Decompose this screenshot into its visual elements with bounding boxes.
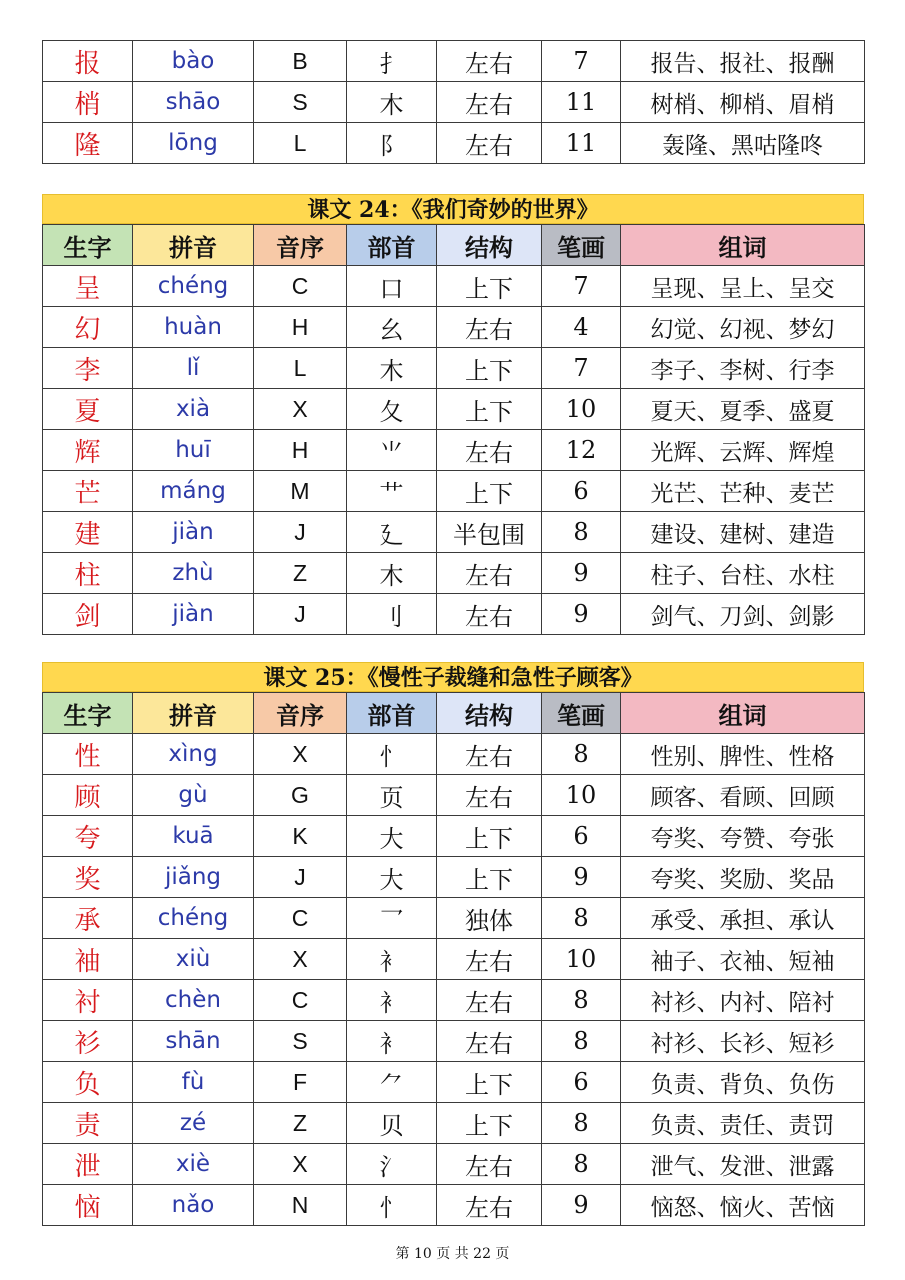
table-row	[43, 1062, 865, 1103]
cell-words: 顾客、看顾、回顾	[621, 775, 865, 816]
cell-radical: 幺	[347, 307, 437, 348]
header-yinxu: 音序	[254, 225, 347, 266]
cell-stroke-count: 6	[542, 1062, 621, 1103]
cell-radical: 衤	[347, 939, 437, 980]
cell-radical: ⺈	[347, 1062, 437, 1103]
table-row	[43, 857, 865, 898]
cell-character: 责	[43, 1103, 133, 1144]
cell-stroke-count: 10	[542, 939, 621, 980]
header-bushou: 部首	[347, 693, 437, 734]
table-body-lesson-24	[43, 266, 865, 635]
lesson-25-title: 课文 25：《慢性子裁缝和急性子顾客》	[42, 662, 864, 692]
cell-character: 奖	[43, 857, 133, 898]
lesson-25-section	[42, 662, 864, 1226]
cell-radical: 大	[347, 816, 437, 857]
cell-stroke-count: 10	[542, 775, 621, 816]
cell-pinyin: chéng	[133, 898, 254, 939]
table-row	[43, 553, 865, 594]
cell-initial-letter: L	[254, 348, 347, 389]
cell-radical: 刂	[347, 594, 437, 635]
table-row	[43, 816, 865, 857]
cell-stroke-count: 10	[542, 389, 621, 430]
header-row	[43, 225, 865, 266]
header-row	[43, 693, 865, 734]
table-row	[43, 980, 865, 1021]
cell-character: 衫	[43, 1021, 133, 1062]
table-row	[43, 1144, 865, 1185]
header-jiegou: 结构	[437, 225, 542, 266]
cell-radical: 阝	[347, 123, 437, 164]
page-footer: 第 10 页 共 22 页	[395, 1246, 510, 1262]
cell-radical: 忄	[347, 1185, 437, 1226]
cell-character: 梢	[43, 82, 133, 123]
lesson-24-section	[42, 194, 864, 635]
cell-character: 恼	[43, 1185, 133, 1226]
table-row	[43, 1103, 865, 1144]
cell-radical: 廴	[347, 512, 437, 553]
cell-pinyin: jiǎng	[133, 857, 254, 898]
cell-radical: ⺌	[347, 430, 437, 471]
cell-pinyin: lōng	[133, 123, 254, 164]
cell-structure: 上下	[437, 1103, 542, 1144]
cell-character: 负	[43, 1062, 133, 1103]
cell-structure: 左右	[437, 775, 542, 816]
cell-pinyin: bào	[133, 41, 254, 82]
cell-character: 泄	[43, 1144, 133, 1185]
header-shengzi: 生字	[43, 693, 133, 734]
cell-radical: 艹	[347, 471, 437, 512]
cell-radical: 页	[347, 775, 437, 816]
cell-pinyin: shān	[133, 1021, 254, 1062]
table-row	[43, 389, 865, 430]
table-row	[43, 775, 865, 816]
table-top-continuation	[42, 40, 864, 164]
cell-words: 性别、脾性、性格	[621, 734, 865, 775]
cell-pinyin: kuā	[133, 816, 254, 857]
cell-pinyin: xià	[133, 389, 254, 430]
cell-structure: 左右	[437, 1144, 542, 1185]
cell-words: 夏天、夏季、盛夏	[621, 389, 865, 430]
cell-radical: 大	[347, 857, 437, 898]
cell-initial-letter: S	[254, 82, 347, 123]
cell-initial-letter: J	[254, 594, 347, 635]
cell-character: 袖	[43, 939, 133, 980]
cell-stroke-count: 12	[542, 430, 621, 471]
cell-pinyin: jiàn	[133, 512, 254, 553]
table-row	[43, 734, 865, 775]
cell-character: 承	[43, 898, 133, 939]
table-row	[43, 594, 865, 635]
cell-structure: 左右	[437, 553, 542, 594]
cell-initial-letter: Z	[254, 1103, 347, 1144]
table-row	[43, 430, 865, 471]
cell-character: 夏	[43, 389, 133, 430]
table-body-lesson-25	[43, 734, 865, 1226]
cell-initial-letter: M	[254, 471, 347, 512]
header-bihua: 笔画	[542, 693, 621, 734]
table-body-top	[43, 41, 865, 164]
cell-pinyin: nǎo	[133, 1185, 254, 1226]
cell-radical: 衤	[347, 1021, 437, 1062]
cell-character: 隆	[43, 123, 133, 164]
cell-character: 衬	[43, 980, 133, 1021]
table-row	[43, 1185, 865, 1226]
cell-structure: 左右	[437, 41, 542, 82]
cell-character: 柱	[43, 553, 133, 594]
cell-radical: 木	[347, 553, 437, 594]
cell-stroke-count: 11	[542, 82, 621, 123]
table-row	[43, 41, 865, 82]
cell-stroke-count: 7	[542, 266, 621, 307]
header-bushou: 部首	[347, 225, 437, 266]
cell-initial-letter: F	[254, 1062, 347, 1103]
cell-structure: 上下	[437, 816, 542, 857]
cell-pinyin: huàn	[133, 307, 254, 348]
cell-character: 幻	[43, 307, 133, 348]
header-zuci: 组词	[621, 693, 865, 734]
cell-initial-letter: Z	[254, 553, 347, 594]
cell-pinyin: chéng	[133, 266, 254, 307]
cell-stroke-count: 9	[542, 553, 621, 594]
cell-initial-letter: L	[254, 123, 347, 164]
cell-stroke-count: 8	[542, 512, 621, 553]
header-pinyin: 拼音	[133, 225, 254, 266]
cell-initial-letter: J	[254, 857, 347, 898]
cell-words: 光芒、芒种、麦芒	[621, 471, 865, 512]
cell-words: 泄气、发泄、泄露	[621, 1144, 865, 1185]
header-pinyin: 拼音	[133, 693, 254, 734]
header-yinxu: 音序	[254, 693, 347, 734]
header-zuci: 组词	[621, 225, 865, 266]
cell-initial-letter: X	[254, 1144, 347, 1185]
cell-radical: 贝	[347, 1103, 437, 1144]
cell-words: 衬衫、长衫、短衫	[621, 1021, 865, 1062]
cell-words: 负责、背负、负伤	[621, 1062, 865, 1103]
cell-radical: 乛	[347, 898, 437, 939]
cell-pinyin: máng	[133, 471, 254, 512]
cell-stroke-count: 7	[542, 41, 621, 82]
cell-stroke-count: 8	[542, 898, 621, 939]
table-row	[43, 1021, 865, 1062]
cell-structure: 上下	[437, 471, 542, 512]
cell-words: 夸奖、夸赞、夸张	[621, 816, 865, 857]
cell-stroke-count: 6	[542, 816, 621, 857]
cell-pinyin: xìng	[133, 734, 254, 775]
cell-character: 李	[43, 348, 133, 389]
cell-structure: 左右	[437, 82, 542, 123]
cell-pinyin: shāo	[133, 82, 254, 123]
cell-character: 报	[43, 41, 133, 82]
lesson-24-title: 课文 24：《我们奇妙的世界》	[42, 194, 864, 224]
cell-initial-letter: C	[254, 898, 347, 939]
table-row	[43, 307, 865, 348]
cell-structure: 上下	[437, 1062, 542, 1103]
cell-stroke-count: 8	[542, 1021, 621, 1062]
cell-stroke-count: 7	[542, 348, 621, 389]
cell-character: 辉	[43, 430, 133, 471]
cell-words: 报告、报社、报酬	[621, 41, 865, 82]
table-row	[43, 82, 865, 123]
header-bihua: 笔画	[542, 225, 621, 266]
cell-structure: 上下	[437, 389, 542, 430]
cell-initial-letter: X	[254, 389, 347, 430]
cell-words: 幻觉、幻视、梦幻	[621, 307, 865, 348]
cell-structure: 独体	[437, 898, 542, 939]
table-row	[43, 939, 865, 980]
table-row	[43, 898, 865, 939]
cell-initial-letter: C	[254, 980, 347, 1021]
cell-words: 光辉、云辉、辉煌	[621, 430, 865, 471]
cell-character: 建	[43, 512, 133, 553]
cell-initial-letter: B	[254, 41, 347, 82]
cell-character: 顾	[43, 775, 133, 816]
cell-words: 衬衫、内衬、陪衬	[621, 980, 865, 1021]
cell-words: 柱子、台柱、水柱	[621, 553, 865, 594]
cell-initial-letter: X	[254, 734, 347, 775]
table-row	[43, 123, 865, 164]
cell-stroke-count: 8	[542, 1144, 621, 1185]
cell-pinyin: lǐ	[133, 348, 254, 389]
cell-words: 建设、建树、建造	[621, 512, 865, 553]
cell-stroke-count: 8	[542, 1103, 621, 1144]
cell-words: 轰隆、黑咕隆咚	[621, 123, 865, 164]
cell-structure: 左右	[437, 980, 542, 1021]
cell-structure: 半包围	[437, 512, 542, 553]
cell-structure: 左右	[437, 594, 542, 635]
cell-structure: 左右	[437, 1185, 542, 1226]
cell-structure: 上下	[437, 857, 542, 898]
cell-structure: 上下	[437, 348, 542, 389]
cell-words: 负责、责任、责罚	[621, 1103, 865, 1144]
cell-structure: 左右	[437, 123, 542, 164]
table-row	[43, 471, 865, 512]
cell-initial-letter: C	[254, 266, 347, 307]
cell-initial-letter: J	[254, 512, 347, 553]
cell-pinyin: xiè	[133, 1144, 254, 1185]
cell-pinyin: chèn	[133, 980, 254, 1021]
cell-radical: 扌	[347, 41, 437, 82]
cell-initial-letter: X	[254, 939, 347, 980]
cell-character: 剑	[43, 594, 133, 635]
cell-pinyin: jiàn	[133, 594, 254, 635]
cell-radical: 木	[347, 82, 437, 123]
cell-character: 夸	[43, 816, 133, 857]
cell-words: 夸奖、奖励、奖品	[621, 857, 865, 898]
cell-structure: 左右	[437, 1021, 542, 1062]
cell-stroke-count: 9	[542, 594, 621, 635]
cell-words: 呈现、呈上、呈交	[621, 266, 865, 307]
header-shengzi: 生字	[43, 225, 133, 266]
cell-stroke-count: 9	[542, 857, 621, 898]
cell-pinyin: xiù	[133, 939, 254, 980]
table-row	[43, 512, 865, 553]
cell-words: 剑气、刀剑、剑影	[621, 594, 865, 635]
cell-pinyin: zhù	[133, 553, 254, 594]
cell-character: 呈	[43, 266, 133, 307]
cell-stroke-count: 8	[542, 980, 621, 1021]
cell-structure: 左右	[437, 939, 542, 980]
cell-stroke-count: 9	[542, 1185, 621, 1226]
table-row	[43, 348, 865, 389]
cell-words: 李子、李树、行李	[621, 348, 865, 389]
cell-radical: 口	[347, 266, 437, 307]
cell-stroke-count: 11	[542, 123, 621, 164]
cell-words: 树梢、柳梢、眉梢	[621, 82, 865, 123]
cell-initial-letter: H	[254, 307, 347, 348]
cell-stroke-count: 6	[542, 471, 621, 512]
cell-stroke-count: 4	[542, 307, 621, 348]
cell-radical: 夂	[347, 389, 437, 430]
cell-initial-letter: H	[254, 430, 347, 471]
cell-character: 芒	[43, 471, 133, 512]
cell-structure: 左右	[437, 734, 542, 775]
cell-structure: 上下	[437, 266, 542, 307]
cell-radical: 忄	[347, 734, 437, 775]
cell-initial-letter: S	[254, 1021, 347, 1062]
cell-character: 性	[43, 734, 133, 775]
cell-initial-letter: G	[254, 775, 347, 816]
cell-pinyin: fù	[133, 1062, 254, 1103]
cell-stroke-count: 8	[542, 734, 621, 775]
cell-pinyin: gù	[133, 775, 254, 816]
cell-radical: 氵	[347, 1144, 437, 1185]
cell-words: 恼怒、恼火、苦恼	[621, 1185, 865, 1226]
cell-initial-letter: N	[254, 1185, 347, 1226]
cell-words: 承受、承担、承认	[621, 898, 865, 939]
cell-pinyin: huī	[133, 430, 254, 471]
cell-initial-letter: K	[254, 816, 347, 857]
table-row	[43, 266, 865, 307]
cell-structure: 左右	[437, 307, 542, 348]
cell-pinyin: zé	[133, 1103, 254, 1144]
cell-words: 袖子、衣袖、短袖	[621, 939, 865, 980]
cell-structure: 左右	[437, 430, 542, 471]
cell-radical: 衤	[347, 980, 437, 1021]
header-jiegou: 结构	[437, 693, 542, 734]
cell-radical: 木	[347, 348, 437, 389]
